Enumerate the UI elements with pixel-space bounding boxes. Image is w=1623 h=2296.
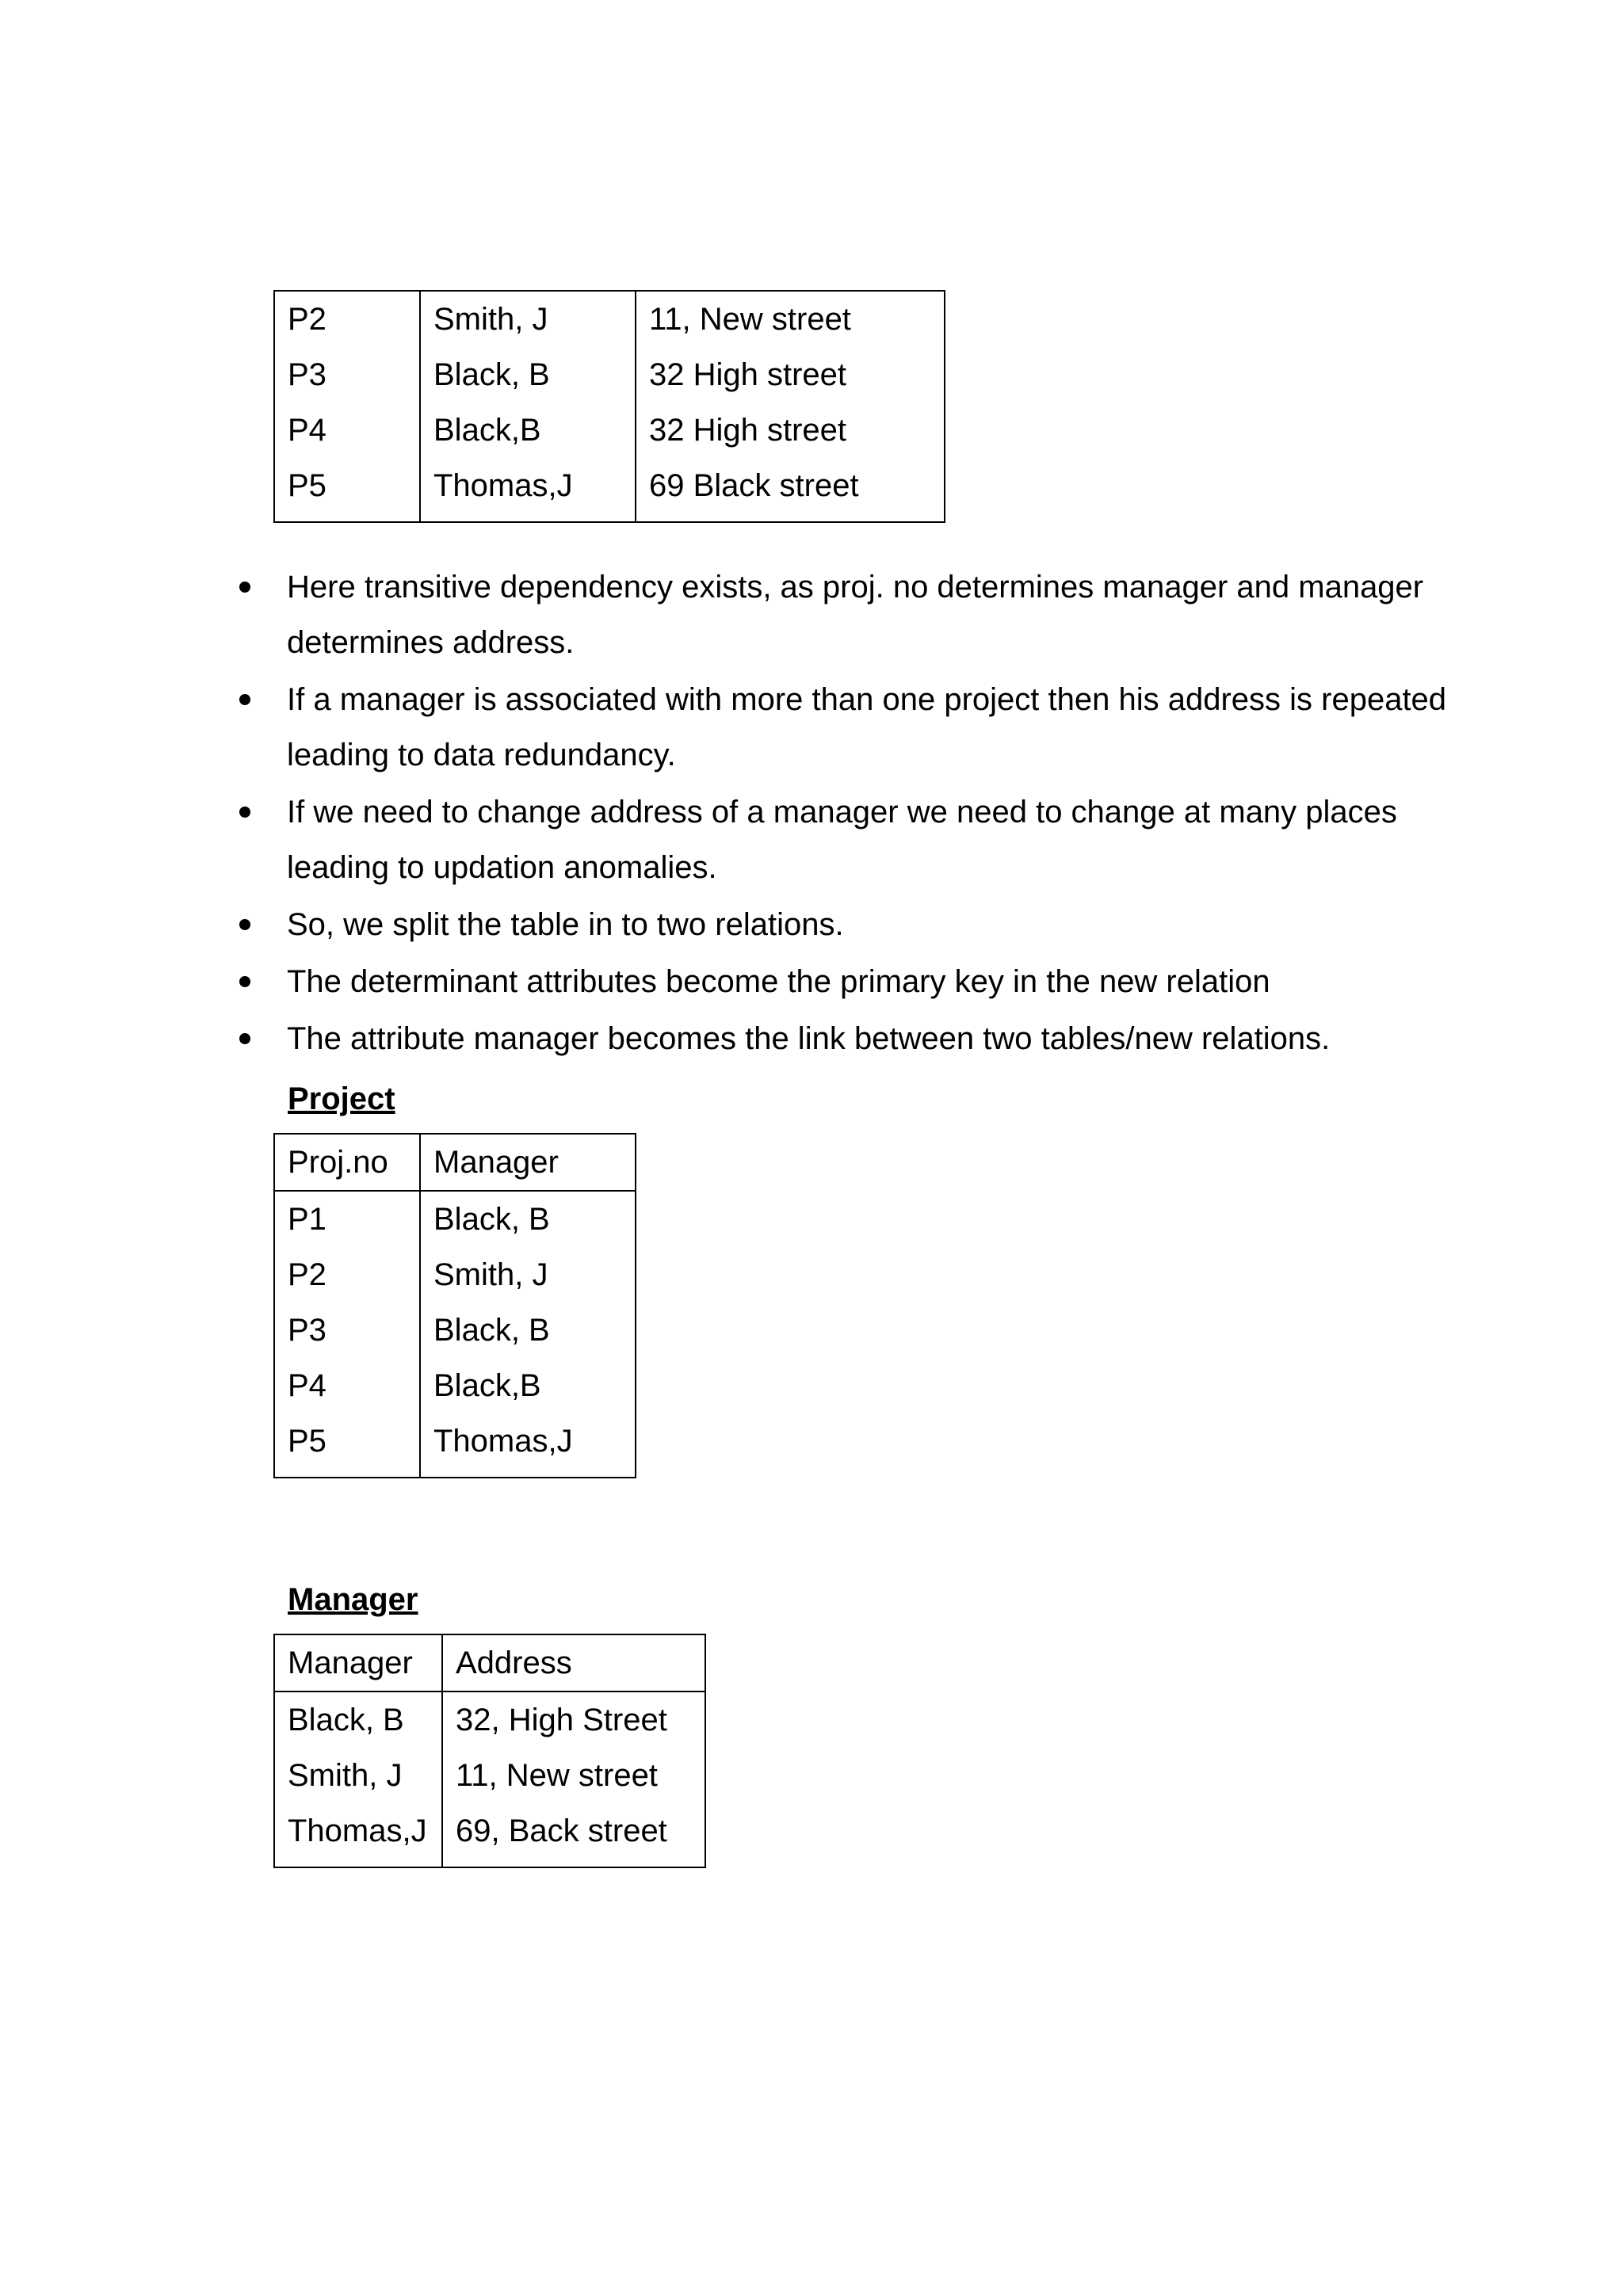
manager-table	[273, 1634, 706, 1868]
manager-heading: Manager	[288, 1582, 418, 1617]
table-cell: Smith, J	[288, 1758, 403, 1793]
column-header: Address	[442, 1634, 705, 1691]
table-row	[274, 458, 945, 522]
bullet-icon	[239, 807, 250, 818]
table-row	[274, 1748, 705, 1803]
table-cell: Black, B	[288, 1703, 404, 1737]
table-cell: 69 Black street	[636, 458, 945, 522]
table-cell: Black,B	[420, 1358, 636, 1413]
project-manager-address-table	[273, 290, 945, 523]
table-row	[274, 1803, 705, 1867]
table-cell: 32 High street	[636, 402, 945, 458]
table-cell: 69, Back street	[442, 1803, 705, 1867]
table-header-row	[274, 1634, 705, 1691]
bullet-text: The determinant attributes become the primary key in the new relation	[287, 964, 1270, 999]
table-row	[274, 1691, 705, 1748]
table-cell: Black, B	[420, 347, 636, 402]
table-cell: P1	[288, 1202, 327, 1237]
table-row	[274, 1191, 636, 1247]
column-header: Proj.no	[274, 1134, 420, 1191]
bullet-text: If we need to change address of a manager we need to change at many places leading to updation anomalies.	[287, 795, 1397, 885]
project-heading: Project	[288, 1081, 395, 1116]
bullet-text: Here transitive dependency exists, as proj. no determines manager and manager determines address.	[287, 570, 1424, 660]
table-cell: P5	[288, 468, 327, 503]
table-cell: Smith, J	[420, 1247, 636, 1302]
table-row	[274, 291, 945, 347]
table-cell: 11, New street	[636, 291, 945, 347]
table-cell: Thomas,J	[420, 1413, 636, 1478]
column-header: Manager	[274, 1634, 442, 1691]
project-table	[273, 1133, 636, 1478]
table-row	[274, 1302, 636, 1358]
table-cell: 32 High street	[636, 347, 945, 402]
table-cell: Smith, J	[420, 291, 636, 347]
bullet-icon	[239, 1033, 250, 1044]
bullet-icon	[239, 694, 250, 705]
table-row	[274, 402, 945, 458]
table-cell: 32, High Street	[442, 1691, 705, 1748]
bullet-icon	[239, 976, 250, 987]
table-cell: P3	[288, 1313, 327, 1348]
bullet-text: If a manager is associated with more than one project then his address is repeated leading to data redundancy.	[287, 682, 1447, 772]
table-cell: Black, B	[420, 1191, 636, 1247]
table-cell: P2	[288, 302, 327, 337]
table-cell: P2	[288, 1257, 327, 1292]
table-row	[274, 347, 945, 402]
bullet-icon	[239, 919, 250, 930]
list-item	[239, 559, 1476, 670]
list-item	[239, 672, 1476, 783]
table-cell: Black, B	[420, 1302, 636, 1358]
bullet-text: The attribute manager becomes the link between two tables/new relations.	[287, 1021, 1331, 1056]
list-item	[239, 954, 1476, 1009]
table-header-row	[274, 1134, 636, 1191]
table-cell: Thomas,J	[288, 1814, 427, 1848]
list-item	[239, 897, 1476, 952]
table-cell: P3	[288, 357, 327, 392]
table-cell: P5	[288, 1424, 327, 1459]
list-item	[239, 1011, 1476, 1066]
table-row	[274, 1247, 636, 1302]
table-cell: Black,B	[420, 402, 636, 458]
table-cell: P4	[288, 1368, 327, 1403]
table-cell: Thomas,J	[420, 458, 636, 522]
table-cell: 11, New street	[442, 1748, 705, 1803]
table-row	[274, 1358, 636, 1413]
explanation-bullet-list	[239, 559, 1476, 1068]
table-cell: P4	[288, 413, 327, 448]
bullet-icon	[239, 582, 250, 593]
list-item	[239, 784, 1476, 895]
bullet-text: So, we split the table in to two relations.	[287, 907, 844, 942]
table-row	[274, 1413, 636, 1478]
column-header: Manager	[420, 1134, 636, 1191]
